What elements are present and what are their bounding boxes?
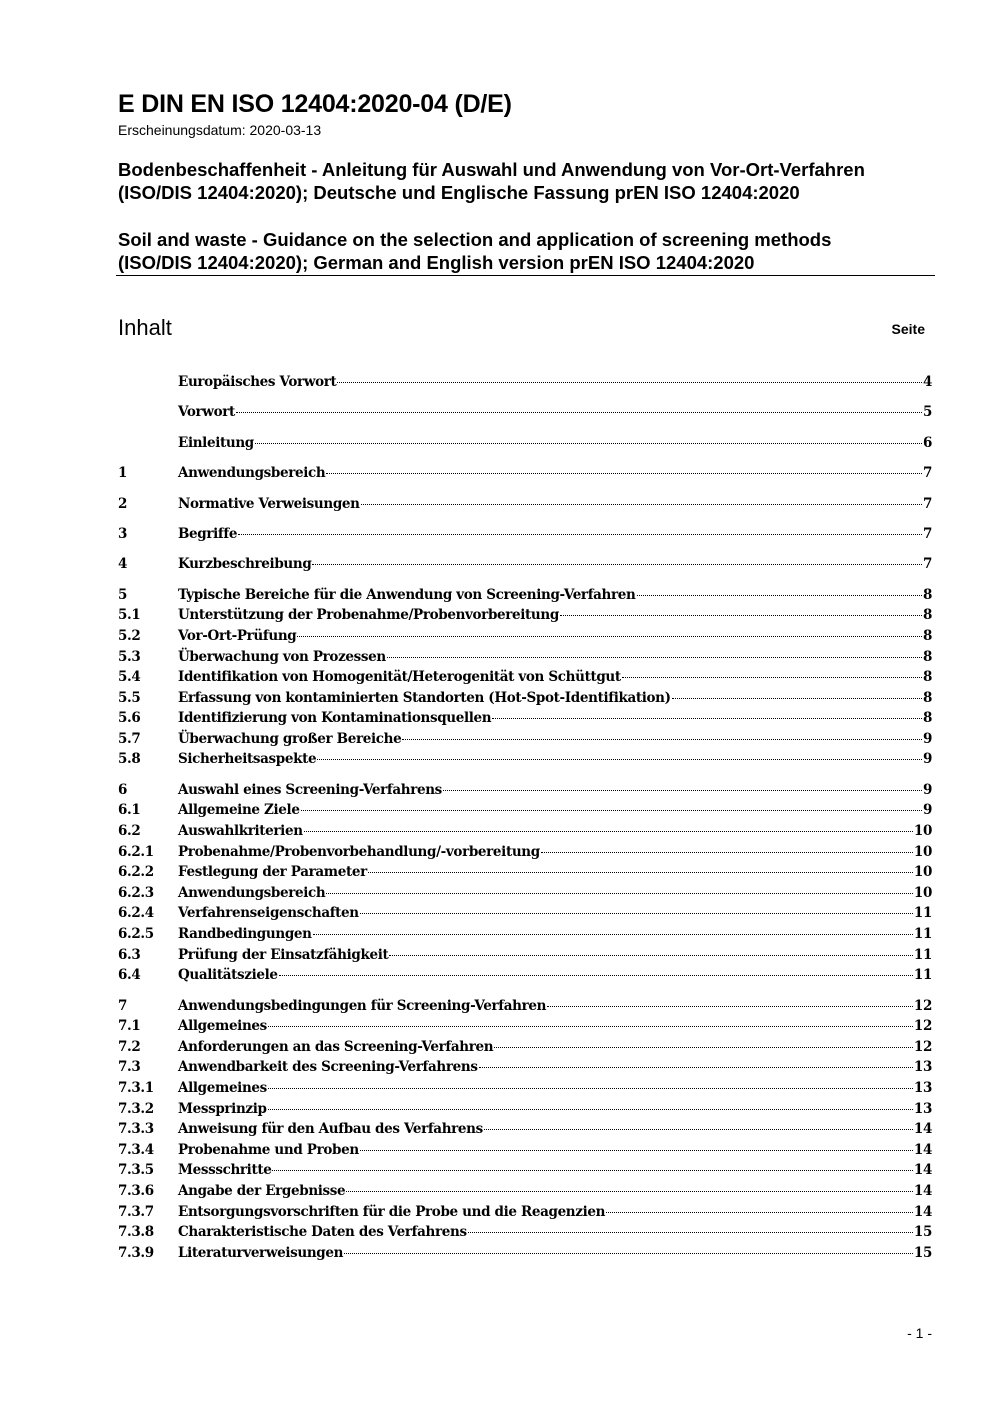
toc-leader-dots — [301, 810, 922, 811]
toc-entry[interactable] — [118, 494, 932, 515]
toc-entry-page: 8 — [922, 627, 932, 644]
toc-entry-page: 7 — [922, 465, 932, 482]
toc-entry-page: 9 — [922, 802, 932, 819]
toc-entry-page: 12 — [913, 1018, 932, 1035]
toc-entry-page: 10 — [913, 864, 932, 881]
toc-entry[interactable] — [118, 749, 932, 770]
toc-entry-title: Messschritte — [178, 1162, 272, 1179]
toc-entry-number: 1 — [118, 465, 128, 482]
toc-entry-page: 9 — [922, 781, 932, 798]
toc-leader-dots — [238, 534, 922, 535]
toc-entry-number: 3 — [118, 525, 128, 542]
toc-entry-page: 7 — [922, 525, 932, 542]
toc-leader-dots — [297, 636, 922, 637]
toc-entry-page: 7 — [922, 556, 932, 573]
toc-entry-page: 10 — [913, 884, 932, 901]
toc-entry-page: 14 — [913, 1203, 932, 1220]
toc-entry-title: Normative Verweisungen — [178, 495, 360, 512]
toc-entry-page: 14 — [913, 1182, 932, 1199]
toc-entry[interactable] — [118, 800, 932, 821]
toc-entry-page: 8 — [922, 648, 932, 665]
toc-leader-dots — [360, 1150, 913, 1151]
toc-entry[interactable] — [118, 1202, 932, 1223]
toc-entry-page: 15 — [913, 1224, 932, 1241]
toc-leader-dots — [313, 934, 913, 935]
toc-leader-dots — [443, 790, 922, 791]
toc-entry-page: 13 — [913, 1059, 932, 1076]
table-of-contents — [118, 372, 932, 1263]
toc-entry-number: 6.2.4 — [118, 905, 154, 922]
toc-entry-title: Qualitätsziele — [178, 967, 278, 984]
toc-entry-number: 6.4 — [118, 967, 141, 984]
toc-entry-title: Allgemeines — [178, 1079, 267, 1096]
toc-entry-title: Allgemeine Ziele — [178, 802, 300, 819]
toc-entry-number: 5.7 — [118, 730, 141, 747]
toc-entry-number: 7.1 — [118, 1018, 141, 1035]
toc-entry[interactable] — [118, 924, 932, 945]
toc-entry-number: 5.1 — [118, 607, 141, 624]
toc-entry[interactable] — [118, 585, 932, 606]
title-german — [118, 158, 938, 204]
toc-entry-page: 12 — [913, 1038, 932, 1055]
toc-leader-dots — [547, 1006, 913, 1007]
toc-entry-number: 6.2.2 — [118, 864, 154, 881]
toc-leader-dots — [484, 1129, 913, 1130]
toc-entry-title: Einleitung — [178, 434, 254, 451]
toc-entry-page: 13 — [913, 1079, 932, 1096]
toc-leader-dots — [479, 1067, 913, 1068]
toc-entry[interactable] — [118, 1181, 932, 1202]
toc-leader-dots — [337, 382, 922, 383]
toc-entry-title: Verfahrenseigenschaften — [178, 905, 359, 922]
toc-entry[interactable] — [118, 1140, 932, 1161]
toc-leader-dots — [389, 955, 912, 956]
document-id: E DIN EN ISO 12404:2020-04 (D/E) — [118, 90, 512, 118]
toc-entry-page: 14 — [913, 1141, 932, 1158]
toc-entry-title: Anwendungsbereich — [178, 884, 326, 901]
toc-entry[interactable] — [118, 945, 932, 966]
toc-entry[interactable] — [118, 883, 932, 904]
toc-entry-title: Probenahme/Probenvorbehandlung/-vorbereitung — [178, 843, 540, 860]
toc-entry-title: Auswahl eines Screening-Verfahrens — [178, 781, 442, 798]
title-english-line: Soil and waste - Guidance on the selection and application of screening methods — [118, 229, 832, 250]
toc-leader-dots — [326, 893, 913, 894]
toc-entry-number: 7.3.2 — [118, 1100, 154, 1117]
toc-entry-title: Sicherheitsaspekte — [178, 751, 317, 768]
toc-entry-number: 7.2 — [118, 1038, 141, 1055]
toc-entry-number: 7 — [118, 997, 128, 1014]
title-english-line: (ISO/DIS 12404:2020); German and English version prEN ISO 12404:2020 — [118, 252, 755, 273]
toc-entry[interactable] — [118, 1016, 932, 1037]
toc-entry-page: 12 — [913, 997, 932, 1014]
toc-entry[interactable] — [118, 842, 932, 863]
toc-entry-title: Europäisches Vorwort — [178, 374, 337, 390]
toc-entry[interactable] — [118, 708, 932, 729]
toc-leader-dots — [304, 831, 913, 832]
toc-entry-number: 7.3.7 — [118, 1203, 154, 1220]
toc-entry-number: 5.3 — [118, 648, 141, 665]
toc-entry[interactable] — [118, 965, 932, 986]
toc-entry-title: Überwachung großer Bereiche — [178, 730, 402, 747]
publication-date: Erscheinungsdatum: 2020-03-13 — [118, 122, 322, 138]
toc-entry[interactable] — [118, 626, 932, 647]
toc-entry-number: 4 — [118, 556, 128, 573]
toc-leader-dots — [541, 852, 913, 853]
toc-entry-page: 4 — [922, 374, 932, 390]
toc-entry-title: Erfassung von kontaminierten Standorten (Hot-Spot-Identifikation) — [178, 689, 671, 706]
toc-entry-number: 5.8 — [118, 751, 141, 768]
toc-entry-page: 13 — [913, 1100, 932, 1117]
toc-entry[interactable] — [118, 821, 932, 842]
toc-entry-number: 5 — [118, 586, 128, 603]
toc-leader-dots — [268, 1109, 913, 1110]
toc-entry[interactable] — [118, 862, 932, 883]
toc-entry-title: Typische Bereiche für die Anwendung von Screening-Verfahren — [178, 586, 636, 603]
toc-entry-title: Identifikation von Homogenität/Heterogenität von Schüttgut — [178, 669, 621, 686]
toc-entry-page: 7 — [922, 495, 932, 512]
toc-leader-dots — [268, 1088, 913, 1089]
toc-entry-page: 8 — [922, 689, 932, 706]
toc-entry-page: 15 — [913, 1244, 932, 1261]
toc-entry-page: 8 — [922, 607, 932, 624]
toc-entry-number: 6.2 — [118, 823, 141, 840]
toc-entry[interactable] — [118, 372, 932, 393]
toc-entry-number: 6.2.3 — [118, 884, 154, 901]
toc-entry[interactable] — [118, 729, 932, 750]
toc-entry-number: 6.1 — [118, 802, 141, 819]
toc-entry-number: 6.2.5 — [118, 926, 154, 943]
toc-entry-title: Begriffe — [178, 525, 238, 542]
toc-entry-title: Festlegung der Parameter — [178, 864, 367, 881]
title-english — [118, 228, 938, 274]
toc-entry-title: Angabe der Ergebnisse — [178, 1182, 346, 1199]
toc-entry[interactable] — [118, 667, 932, 688]
toc-entry-title: Anwendungsbedingungen für Screening-Verfahren — [178, 997, 547, 1014]
toc-leader-dots — [344, 1253, 913, 1254]
toc-entry-title: Kurzbeschreibung — [178, 556, 312, 573]
toc-entry[interactable] — [118, 1037, 932, 1058]
toc-entry-number: 7.3 — [118, 1059, 141, 1076]
toc-entry-title: Identifizierung von Kontaminationsquellen — [178, 710, 492, 727]
title-german-line: Bodenbeschaffenheit - Anleitung für Auswahl und Anwendung von Vor-Ort-Verfahren — [118, 159, 865, 180]
toc-leader-dots — [637, 595, 922, 596]
toc-entry[interactable] — [118, 402, 932, 423]
toc-entry-title: Überwachung von Prozessen — [178, 648, 386, 665]
toc-leader-dots — [255, 443, 922, 444]
toc-entry-number: 5.5 — [118, 689, 141, 706]
toc-leader-dots — [236, 412, 922, 413]
toc-leader-dots — [312, 564, 922, 565]
toc-entry[interactable] — [118, 1099, 932, 1120]
toc-entry-number: 7.3.6 — [118, 1182, 154, 1199]
toc-entry[interactable] — [118, 780, 932, 801]
toc-entry[interactable] — [118, 1243, 932, 1264]
toc-entry-page: 11 — [913, 926, 932, 943]
toc-leader-dots — [622, 677, 922, 678]
toc-entry-number: 6 — [118, 781, 128, 798]
toc-entry-number: 7.3.8 — [118, 1224, 154, 1241]
toc-entry-title: Literaturverweisungen — [178, 1244, 344, 1261]
toc-entry[interactable] — [118, 1057, 932, 1078]
toc-entry-number: 2 — [118, 495, 128, 512]
toc-leader-dots — [360, 913, 913, 914]
toc-entry-page: 10 — [913, 843, 932, 860]
toc-entry-number: 6.3 — [118, 946, 141, 963]
toc-entry-page: 11 — [913, 946, 932, 963]
toc-leader-dots — [468, 1232, 913, 1233]
toc-entry[interactable] — [118, 1222, 932, 1243]
toc-entry[interactable] — [118, 688, 932, 709]
toc-entry-number: 7.3.5 — [118, 1162, 154, 1179]
toc-entry-number: 5.4 — [118, 669, 141, 686]
toc-entry[interactable] — [118, 1078, 932, 1099]
toc-leader-dots — [268, 1026, 913, 1027]
title-divider — [116, 275, 935, 276]
toc-entry-number: 7.3.3 — [118, 1121, 154, 1138]
toc-entry-title: Anwendungsbereich — [178, 465, 326, 482]
toc-entry-title: Probenahme und Proben — [178, 1141, 359, 1158]
toc-page-label: Seite — [891, 321, 925, 337]
toc-leader-dots — [272, 1170, 912, 1171]
toc-entry-page: 14 — [913, 1162, 932, 1179]
toc-leader-dots — [387, 657, 922, 658]
toc-entry-title: Prüfung der Einsatzfähigkeit — [178, 946, 389, 963]
toc-entry[interactable] — [118, 996, 932, 1017]
toc-entry[interactable] — [118, 903, 932, 924]
toc-leader-dots — [492, 718, 922, 719]
toc-entry-page: 10 — [913, 823, 932, 840]
toc-entry[interactable] — [118, 605, 932, 626]
toc-entry-page: 11 — [913, 967, 932, 984]
toc-leader-dots — [326, 473, 922, 474]
toc-entry[interactable] — [118, 463, 932, 484]
toc-entry-page: 5 — [922, 404, 932, 421]
toc-entry[interactable] — [118, 1160, 932, 1181]
toc-leader-dots — [279, 975, 913, 976]
toc-entry[interactable] — [118, 554, 932, 575]
toc-entry-title: Charakteristische Daten des Verfahrens — [178, 1224, 467, 1241]
toc-entry-title: Anwendbarkeit des Screening-Verfahrens — [178, 1059, 478, 1076]
toc-entry-title: Auswahlkriterien — [178, 823, 303, 840]
toc-entry[interactable] — [118, 433, 932, 454]
toc-entry-number: 6.2.1 — [118, 843, 154, 860]
toc-entry-page: 8 — [922, 710, 932, 727]
toc-entry-title: Vor-Ort-Prüfung — [178, 627, 297, 644]
toc-heading: Inhalt — [118, 315, 172, 340]
toc-entry-page: 8 — [922, 586, 932, 603]
toc-entry-title: Entsorgungsvorschriften für die Probe und die Reagenzien — [178, 1203, 606, 1220]
toc-entry-page: 11 — [913, 905, 932, 922]
toc-leader-dots — [494, 1047, 913, 1048]
toc-leader-dots — [346, 1191, 913, 1192]
title-german-line: (ISO/DIS 12404:2020); Deutsche und Englische Fassung prEN ISO 12404:2020 — [118, 182, 800, 203]
toc-entry-page: 6 — [922, 434, 932, 451]
toc-entry[interactable] — [118, 524, 932, 545]
toc-entry-number: 7.3.9 — [118, 1244, 154, 1261]
toc-entry-title: Anforderungen an das Screening-Verfahren — [178, 1038, 494, 1055]
toc-entry-number: 5.6 — [118, 710, 141, 727]
toc-entry-page: 8 — [922, 669, 932, 686]
toc-entry-number: 7.3.4 — [118, 1141, 154, 1158]
toc-entry-number: 7.3.1 — [118, 1079, 154, 1096]
toc-entry-title: Anweisung für den Aufbau des Verfahrens — [178, 1121, 483, 1138]
toc-entry-page: 14 — [913, 1121, 932, 1138]
toc-entry-title: Vorwort — [178, 404, 235, 421]
toc-entry-page: 9 — [922, 730, 932, 747]
toc-leader-dots — [672, 698, 922, 699]
toc-entry-title: Unterstützung der Probenahme/Probenvorbereitung — [178, 607, 559, 624]
toc-leader-dots — [317, 759, 922, 760]
toc-entry-page: 9 — [922, 751, 932, 768]
toc-entry[interactable] — [118, 1119, 932, 1140]
toc-leader-dots — [560, 615, 922, 616]
toc-leader-dots — [361, 504, 922, 505]
toc-leader-dots — [606, 1212, 913, 1213]
toc-entry-number: 5.2 — [118, 627, 141, 644]
toc-entry-title: Randbedingungen — [178, 926, 312, 943]
toc-entry-title: Allgemeines — [178, 1018, 267, 1035]
toc-leader-dots — [402, 739, 922, 740]
toc-entry-title: Messprinzip — [178, 1100, 267, 1117]
toc-leader-dots — [368, 872, 913, 873]
toc-entry[interactable] — [118, 647, 932, 668]
page-number: - 1 - — [907, 1325, 932, 1341]
